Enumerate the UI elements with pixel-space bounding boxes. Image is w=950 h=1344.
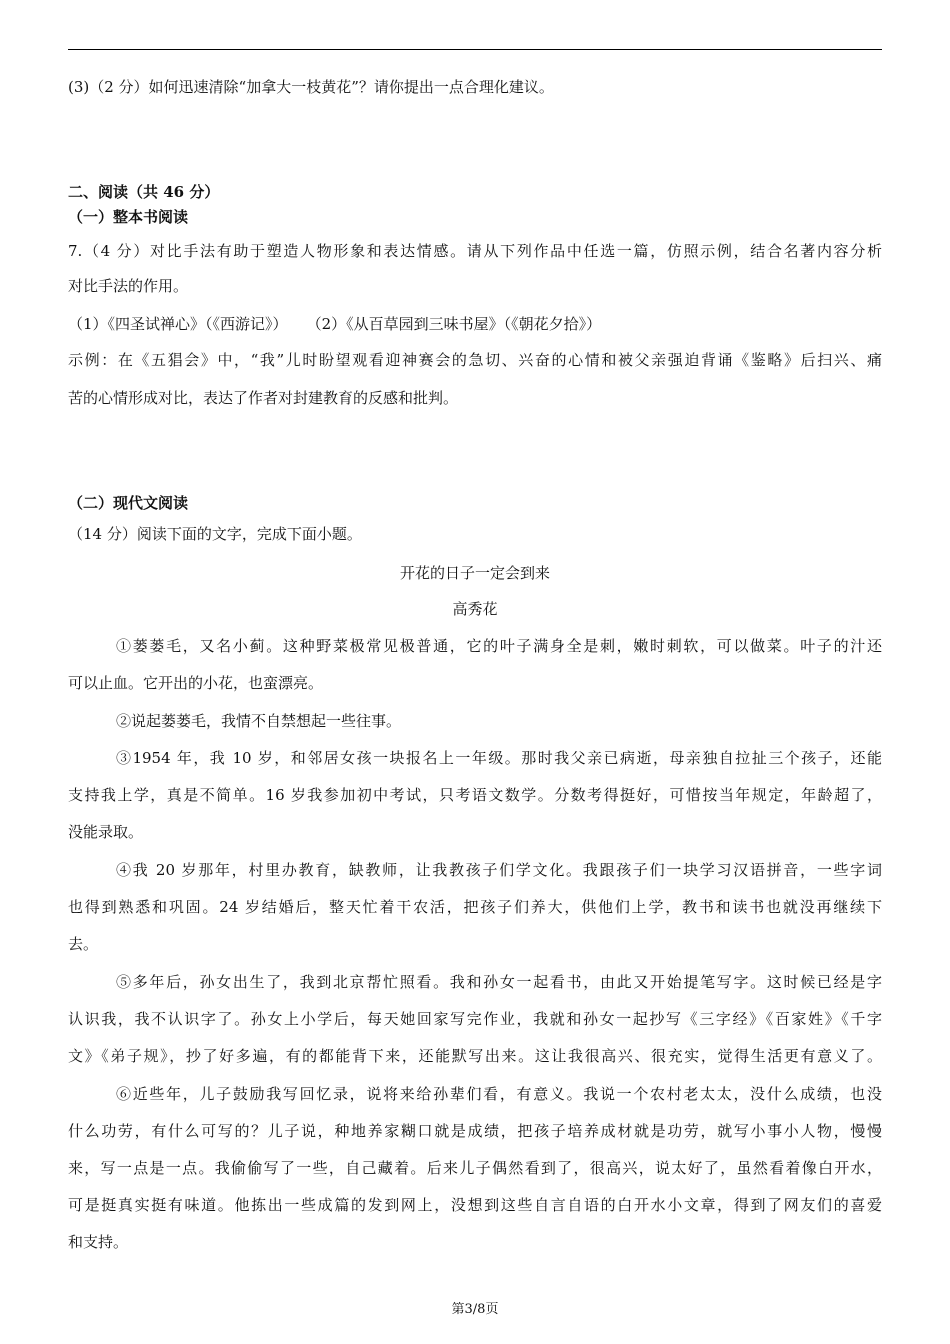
article-paragraph-4	[68, 860, 882, 971]
article-paragraph-3	[68, 748, 882, 859]
article-paragraph-5	[68, 972, 882, 1083]
question-7-example-line-1: 示例：在《五猖会》中，“我”儿时盼望观看迎神赛会的急切、兴奋的心情和被父亲强迫背诵《鉴略》后扫兴、痛	[68, 351, 882, 369]
article-paragraph-6	[68, 1084, 882, 1269]
section-2-title: 二、阅读（共 46 分）	[68, 183, 220, 201]
paragraph-line: 认识我，我不认识字了。孙女上小学后，每天她回家写完作业，我就和孙女一起抄写《三字经》《百家姓》《千字	[68, 1010, 882, 1028]
paragraph-line: ③1954 年，我 10 岁，和邻居女孩一块报名上一年级。那时我父亲已病逝，母亲独自拉扯三个孩子，还能	[116, 749, 882, 767]
paragraph-line: ④我 20 岁那年，村里办教育，缺教师，让我教孩子们学文化。我跟孩子们一块学习汉语拼音，一些字词	[116, 861, 882, 879]
paragraph-line: 没能录取。	[68, 823, 144, 841]
article-author: 高秀花	[452, 600, 498, 618]
question-7-options: （1）《四圣试禅心》（《西游记》） （2）《从百草园到三味书屋》（《朝花夕拾》）	[68, 315, 602, 333]
article-paragraph-1	[68, 636, 882, 710]
question-7-line-2: 对比手法的作用。	[68, 277, 189, 295]
paragraph-line: 可是挺真实挺有味道。他拣出一些成篇的发到网上，没想到这些自言自语的白开水小文章，得到了网友们的喜爱	[68, 1196, 882, 1214]
header-rule	[68, 49, 882, 50]
paragraph-line: ⑤多年后，孙女出生了，我到北京帮忙照看。我和孙女一起看书，由此又开始提笔写字。这时候已经是字	[116, 973, 882, 991]
paragraph-line: ①蒌蒌毛，又名小蓟。这种野菜极常见极普通，它的叶子满身全是刺，嫩时刺软，可以做菜。叶子的汁还	[116, 637, 882, 655]
article-title: 开花的日子一定会到来	[399, 564, 550, 582]
subsection-1-title: （一）整本书阅读	[68, 208, 189, 226]
paragraph-line: 去。	[68, 935, 99, 953]
page-number: 第3/8页	[451, 1302, 499, 1317]
question-7-example-line-2: 苦的心情形成对比，表达了作者对封建教育的反感和批判。	[68, 389, 459, 407]
subsection-2-title: （二）现代文阅读	[68, 494, 189, 512]
paragraph-line: ②说起蒌蒌毛，我情不自禁想起一些往事。	[116, 712, 402, 730]
paragraph-line: 文》《弟子规》，抄了好多遍，有的都能背下来，还能默写出来。这让我很高兴、很充实，觉得生活更有意义了。	[68, 1047, 882, 1065]
paragraph-line: 来，写一点是一点。我偷偷写了一些，自己藏着。后来儿子偶然看到了，很高兴，说太好了，虽然看着像白开水，	[68, 1159, 882, 1177]
question-6-3: (3)（2 分）如何迅速清除“加拿大一枝黄花”？请你提出一点合理化建议。	[68, 78, 554, 96]
paragraph-line: 什么功劳，有什么可写的？儿子说，种地养家糊口就是成绩，把孩子培养成材就是功劳，就写小事小人物，慢慢	[68, 1122, 882, 1140]
paragraph-line: 也得到熟悉和巩固。24 岁结婚后，整天忙着干农活，把孩子们养大，供他们上学，教书和读书也就没再继续下	[68, 898, 882, 916]
paragraph-line: 和支持。	[68, 1233, 129, 1251]
paragraph-line: ⑥近些年，儿子鼓励我写回忆录，说将来给孙辈们看，有意义。我说一个农村老太太，没什么成绩，也没	[116, 1085, 882, 1103]
question-7-line-1: 7.（4 分）对比手法有助于塑造人物形象和表达情感。请从下列作品中任选一篇，仿照示例，结合名著内容分析	[68, 242, 882, 260]
paragraph-line: 可以止血。它开出的小花，也蛮漂亮。	[68, 674, 324, 692]
subsection-2-intro: （14 分）阅读下面的文字，完成下面小题。	[68, 525, 362, 543]
paragraph-line: 支持我上学，真是不简单。16 岁我参加初中考试，只考语文数学。分数考得挺好，可惜按当年规定，年龄超了，	[68, 786, 882, 804]
article-paragraph-2	[68, 711, 882, 748]
